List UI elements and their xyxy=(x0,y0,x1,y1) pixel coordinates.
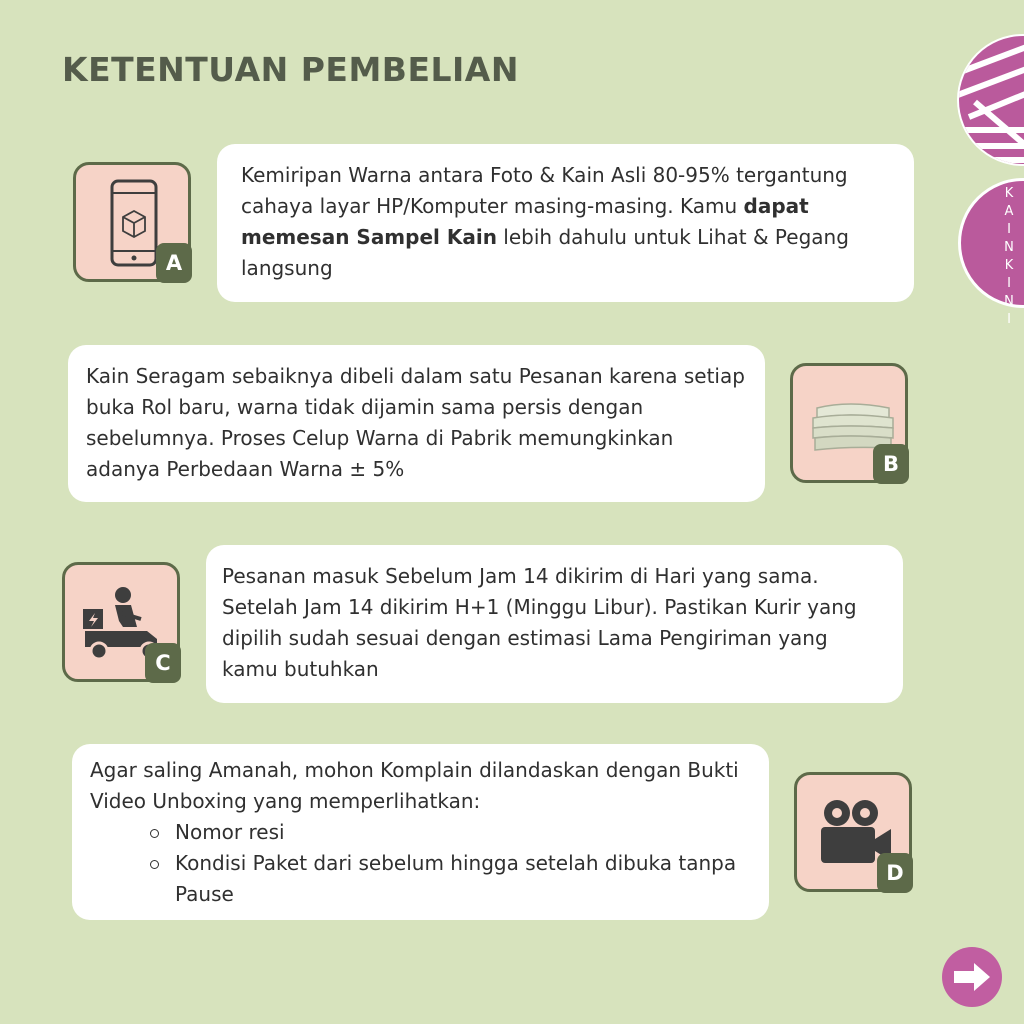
icon-box-b xyxy=(790,363,908,483)
next-button[interactable] xyxy=(942,947,1002,1007)
info-card-d xyxy=(72,744,769,920)
brand-letter: K xyxy=(1004,186,1014,201)
info-card-a xyxy=(217,144,914,302)
list-item: Kondisi Paket dari sebelum hingga setelah dibuka tanpa Pause xyxy=(150,848,751,910)
icon-box-d xyxy=(794,772,912,892)
badge-b: B xyxy=(873,444,909,484)
card-c-text: Pesanan masuk Sebelum Jam 14 dikirim di Hari yang sama. Setelah Jam 14 dikirim H+1 (Minggu Libur). Pastikan Kurir yang dipilih sudah sesuai dengan estimasi Lama Pengiriman yang kamu butuhkan xyxy=(222,564,857,681)
brand-letter: K xyxy=(1004,258,1014,273)
badge-d: D xyxy=(877,853,913,893)
card-b-text: Kain Seragam sebaiknya dibeli dalam satu Pesanan karena setiap buka Rol baru, warna tidak dijamin sama persis dengan sebelumnya. Proses Celup Warna di Pabrik memungkinkan adanya Perbedaan Warna ± 5% xyxy=(86,364,745,481)
info-card-b xyxy=(68,345,765,502)
page-title: KETENTUAN PEMBELIAN xyxy=(62,50,519,89)
icon-box-a xyxy=(73,162,191,282)
requirements-list xyxy=(90,817,751,910)
brand-letter: N xyxy=(1004,294,1014,309)
card-a-bold-text: dapat memesan Sampel Kain xyxy=(241,194,809,249)
yarn-pattern-icon xyxy=(955,32,1024,172)
brand-letter: I xyxy=(1007,312,1011,327)
icon-box-c xyxy=(62,562,180,682)
brand-letter: A xyxy=(1004,204,1014,219)
arrow-right-icon xyxy=(942,947,1002,1007)
card-a-text-end: lebih dahulu untuk Lihat & Pegang langsung xyxy=(241,225,849,280)
brand-letter: N xyxy=(1004,240,1014,255)
brand-vertical-text xyxy=(1000,185,1018,329)
badge-c: C xyxy=(145,643,181,683)
card-a-text: Kemiripan Warna antara Foto & Kain Asli 80-95% tergantung cahaya layar HP/Komputer masing-masing. Kamu xyxy=(241,163,848,218)
badge-a: A xyxy=(156,243,192,283)
list-item: Nomor resi xyxy=(150,817,751,848)
brand-letter: I xyxy=(1007,222,1011,237)
info-card-c xyxy=(206,545,903,703)
card-d-text: Agar saling Amanah, mohon Komplain dilandaskan dengan Bukti Video Unboxing yang memperlihatkan: xyxy=(90,758,739,813)
brand-letter: I xyxy=(1007,276,1011,291)
